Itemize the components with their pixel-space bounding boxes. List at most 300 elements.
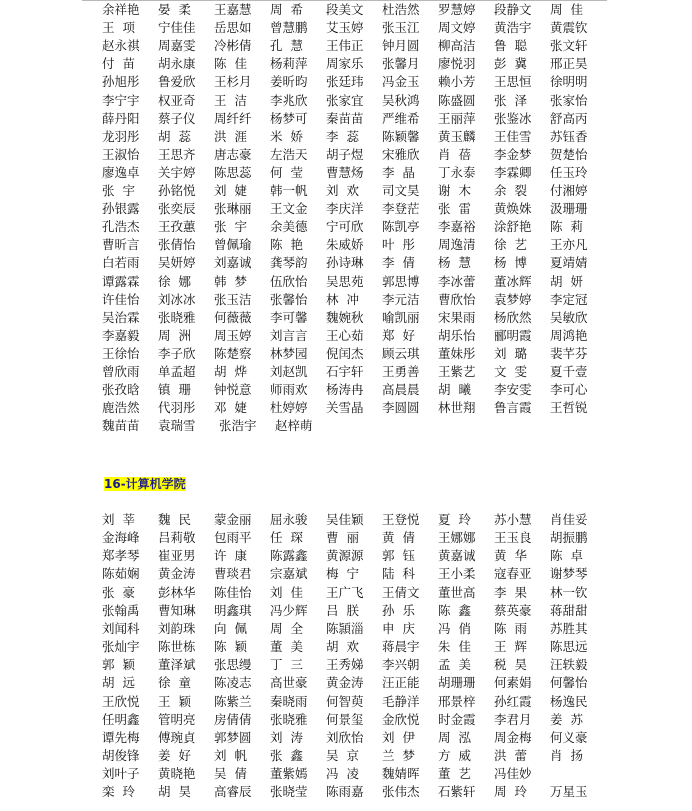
student-name: 汲珊珊	[550, 201, 588, 217]
student-name: 司文昊	[382, 183, 420, 198]
student-name: 曹慧炀	[326, 164, 364, 180]
student-name: 冯金玉	[382, 74, 420, 90]
student-name: 陈 颖	[214, 639, 247, 655]
student-name: 胡俊锋	[102, 747, 140, 763]
student-name: 孟 美	[438, 657, 471, 673]
student-name: 何馨怡	[550, 675, 588, 691]
student-name: 杨莉萍	[270, 56, 308, 72]
student-name: 冯 凌	[326, 766, 359, 782]
student-name: 王亦凡	[550, 237, 588, 253]
student-name: 陈 鑫	[438, 602, 471, 618]
student-name: 李庆洋	[326, 201, 364, 217]
student-name: 管明亮	[158, 711, 196, 727]
student-name: 胡珊珊	[438, 675, 476, 691]
student-name: 周 佳	[550, 2, 583, 17]
student-name: 杨逸民	[550, 693, 588, 709]
student-name: 吴治霖	[102, 309, 140, 325]
student-name: 刘 婕	[214, 183, 247, 198]
student-name: 谢梦琴	[550, 566, 588, 582]
student-name: 陈思远	[550, 639, 588, 655]
student-name: 周家乐	[326, 56, 364, 72]
student-name: 孙红霞	[494, 693, 532, 709]
student-name: 万星玉	[550, 784, 588, 800]
student-name: 孔浩杰	[102, 219, 140, 235]
student-name: 龙羽彤	[102, 128, 140, 144]
student-name: 刘 伊	[382, 729, 415, 745]
student-name: 陈颖馨	[382, 128, 420, 144]
student-name: 徐 艺	[494, 237, 527, 253]
student-name: 黄焕姝	[494, 201, 532, 217]
student-name: 冯 俏	[438, 620, 471, 636]
student-name: 孙铭悦	[158, 183, 196, 198]
student-name: 孔 慧	[270, 38, 303, 54]
student-name: 王哲锐	[550, 400, 588, 416]
student-name: 胡 欢	[326, 639, 359, 655]
student-name: 韩 梦	[214, 273, 247, 289]
student-name: 刘闻科	[102, 620, 140, 636]
student-name: 秦晓雨	[270, 693, 308, 709]
student-name: 杨涛冉	[326, 382, 364, 398]
student-name: 黄玉麟	[438, 128, 476, 144]
student-name: 李安雯	[494, 382, 532, 398]
student-name: 王紫艺	[438, 364, 476, 379]
student-name: 陈世栋	[158, 639, 196, 655]
student-name: 姜 苏	[550, 711, 583, 727]
student-name: 黄晓艳	[158, 766, 196, 782]
student-name: 吴敏欣	[550, 309, 588, 325]
section-title-text: 16-计算机学院	[104, 477, 186, 491]
student-name: 林梦园	[270, 345, 308, 361]
student-name: 王小柔	[438, 566, 476, 582]
student-name: 王心茹	[326, 327, 364, 343]
student-name: 钟月圆	[382, 38, 420, 54]
student-name: 周 洲	[158, 327, 191, 343]
student-name: 郦明霞	[494, 327, 532, 343]
student-name: 胡振鹏	[550, 530, 588, 546]
student-name: 王杉月	[214, 74, 252, 90]
student-name: 林一钦	[550, 584, 588, 600]
student-name: 蔡英豪	[494, 602, 532, 618]
student-name: 吴思苑	[326, 273, 364, 289]
student-name: 吕莉敬	[158, 530, 196, 546]
student-name: 喻凯丽	[382, 309, 420, 325]
student-name: 包雨平	[214, 530, 252, 546]
student-name: 张孜晗	[102, 382, 140, 398]
student-name: 龚琴韵	[270, 255, 308, 271]
student-name: 谢 木	[438, 183, 471, 198]
student-name: 王欣悦	[102, 693, 140, 709]
student-name: 徐明明	[550, 74, 588, 90]
student-name: 陈凌志	[214, 675, 252, 691]
student-name: 张家怡	[550, 92, 588, 108]
student-name: 鲁 聪	[494, 38, 527, 54]
student-name: 刘 璐	[494, 345, 527, 361]
student-name: 镇 珊	[158, 382, 191, 398]
student-name: 吴妍婷	[158, 255, 196, 271]
student-name: 鹿浩然	[102, 400, 140, 416]
student-name: 梅 宁	[326, 566, 359, 582]
student-name: 王秀娣	[326, 657, 364, 673]
student-name: 孙诗琳	[326, 255, 364, 271]
student-name: 廖逸卓	[102, 164, 140, 180]
student-name: 冷彬倩	[214, 38, 252, 54]
student-name: 陈 莉	[550, 219, 583, 235]
student-name: 段美文	[326, 2, 364, 17]
student-name: 林世翔	[438, 400, 476, 416]
student-name: 段静文	[494, 2, 532, 17]
student-name: 刘嘉诚	[214, 255, 252, 271]
student-name: 李 倩	[382, 255, 415, 271]
student-name: 曹欣怡	[438, 291, 476, 307]
student-name: 何智萸	[326, 693, 364, 709]
student-name: 伍欣怡	[270, 273, 308, 289]
student-name: 曹 丽	[326, 530, 359, 546]
student-name: 崔亚男	[158, 548, 196, 564]
student-name: 王文金	[270, 201, 308, 217]
student-name: 赵梓萌	[275, 418, 313, 434]
student-name: 付 苗	[102, 56, 135, 72]
student-name: 李嘉裕	[438, 219, 476, 235]
student-name: 彭林华	[158, 584, 196, 600]
student-name: 曾慧鹏	[270, 20, 308, 36]
student-name: 张思缦	[214, 657, 252, 673]
student-name: 刘冰冰	[158, 291, 196, 307]
student-name: 张 宇	[102, 183, 135, 198]
student-name: 师雨欢	[270, 382, 308, 398]
student-name: 陈凯亭	[382, 219, 420, 235]
student-name: 向 佩	[214, 620, 247, 636]
student-name: 王 项	[102, 20, 135, 36]
student-name: 董 美	[270, 639, 303, 655]
student-name: 鲁言霞	[494, 400, 532, 416]
student-name: 王勇善	[382, 364, 420, 379]
student-name: 文 雯	[494, 364, 527, 379]
student-name: 周文婷	[438, 20, 476, 36]
student-name: 周 玲	[494, 784, 527, 800]
student-name: 吴佳颖	[326, 512, 364, 527]
student-name: 明鑫琪	[214, 602, 252, 618]
student-name: 陈思蕊	[214, 164, 252, 180]
student-name: 单孟超	[158, 364, 196, 379]
student-name: 刘赵凯	[270, 364, 308, 379]
student-name: 吕 朕	[326, 602, 359, 618]
student-name: 李圆圆	[382, 400, 420, 416]
student-name: 李 蕊	[326, 128, 359, 144]
student-name: 关宇婷	[158, 164, 196, 180]
student-name: 刘叶子	[102, 766, 140, 782]
student-name: 周鸿艳	[550, 327, 588, 343]
student-name: 顾云琪	[382, 345, 420, 361]
student-name: 徐 童	[158, 675, 191, 691]
student-name: 刘 佳	[270, 584, 303, 600]
student-name: 兰 梦	[382, 747, 415, 763]
student-name: 鲁爱欣	[158, 74, 196, 90]
student-name: 魏婧晖	[382, 766, 420, 782]
student-name: 宁佳佳	[158, 20, 196, 36]
student-name: 白若雨	[102, 255, 140, 271]
student-name: 何景玺	[326, 711, 364, 727]
student-name: 李子欣	[158, 345, 196, 361]
student-name: 任 琛	[270, 530, 303, 546]
student-name: 董紫嫣	[270, 766, 308, 782]
student-name: 陈 佳	[214, 56, 247, 72]
student-name: 张晓雅	[158, 309, 196, 325]
student-name: 王嘉慧	[214, 2, 252, 17]
student-name: 吴秋鸿	[382, 92, 420, 108]
student-name: 郭 钰	[382, 548, 415, 564]
student-name: 陈盛圆	[438, 92, 476, 108]
student-name: 胡永康	[158, 56, 196, 72]
student-name: 姜昕昀	[270, 74, 308, 90]
student-name: 韩一帆	[270, 183, 308, 198]
student-name: 房倩倩	[214, 711, 252, 727]
student-name: 时金霞	[438, 711, 476, 727]
student-name: 晏 柔	[158, 2, 191, 17]
student-name: 黄 华	[494, 548, 527, 564]
student-name: 权亚奇	[158, 92, 196, 108]
student-name: 张琳丽	[214, 201, 252, 217]
student-name: 付湘婷	[550, 183, 588, 198]
student-name: 杜婷婷	[270, 400, 308, 416]
student-name: 冯佳妙	[494, 766, 532, 782]
student-name: 蒋晨宇	[382, 639, 420, 655]
student-name: 彭 冀	[494, 56, 527, 72]
student-name: 肖 扬	[550, 747, 583, 763]
student-name: 叶 彤	[382, 237, 415, 253]
student-name: 唐志豪	[214, 146, 252, 162]
student-name: 张家宜	[326, 92, 364, 108]
student-name: 王孜蕙	[158, 219, 196, 235]
student-name: 王伟正	[326, 38, 364, 54]
student-name: 宋雅欣	[382, 146, 420, 162]
student-name: 胡 妍	[550, 273, 583, 289]
student-name: 张 鑫	[270, 747, 303, 763]
student-name: 肖 蓓	[438, 146, 471, 162]
student-name: 何义豪	[550, 729, 588, 745]
student-name: 陈 雨	[494, 620, 527, 636]
student-name: 任玉玲	[550, 164, 588, 180]
student-name: 杜浩然	[382, 2, 420, 17]
student-name: 胡 烨	[214, 364, 247, 379]
student-name: 宗嘉斌	[270, 566, 308, 582]
student-name: 杨 博	[494, 255, 527, 271]
student-name: 张 豪	[102, 584, 135, 600]
student-name: 舒高丙	[550, 110, 588, 126]
student-name: 李冰蕾	[438, 273, 476, 289]
student-name: 张伟杰	[382, 784, 420, 800]
student-name: 魏婉秋	[326, 309, 364, 325]
student-name: 郭思博	[382, 273, 420, 289]
student-name: 袁梦婷	[494, 291, 532, 307]
student-name: 关雪晶	[326, 400, 364, 416]
student-name: 蒋甜甜	[550, 602, 588, 618]
student-name: 岳思如	[214, 20, 252, 36]
student-name: 柳高洁	[438, 38, 476, 54]
student-name: 孙旭彤	[102, 74, 140, 90]
student-name: 张奕辰	[158, 201, 196, 217]
student-name: 陈 艳	[270, 237, 303, 253]
student-name: 孙 乐	[382, 602, 415, 618]
student-name: 李定冠	[550, 291, 588, 307]
student-name: 张 宇	[214, 219, 247, 235]
student-name: 罗慧婷	[438, 2, 476, 17]
student-name: 苏小慧	[494, 512, 532, 527]
student-name: 李兆欣	[270, 92, 308, 108]
student-name: 王佳雪	[494, 128, 532, 144]
student-name: 张鉴冰	[494, 110, 532, 126]
student-name: 申 庆	[382, 620, 415, 636]
student-name: 李兴朝	[382, 657, 420, 673]
student-name: 寇春亚	[494, 566, 532, 582]
student-name: 张灿宇	[102, 639, 140, 655]
student-name: 王思齐	[158, 146, 196, 162]
student-name: 刘 莘	[102, 512, 135, 527]
student-name: 蒙金丽	[214, 512, 252, 527]
student-name: 米 娇	[270, 128, 303, 144]
student-name: 汪正能	[382, 675, 420, 691]
student-name: 周金梅	[494, 729, 532, 745]
student-name: 石宇轩	[326, 364, 364, 379]
student-name: 朱威娇	[326, 237, 364, 253]
student-name: 周 泓	[438, 729, 471, 745]
student-name: 董泽斌	[158, 657, 196, 673]
student-name: 刘 欢	[326, 183, 359, 198]
student-name: 张浩宇	[219, 418, 257, 434]
student-name: 秦苗苗	[326, 110, 364, 126]
student-name: 谭先梅	[102, 729, 140, 745]
student-name: 张馨月	[382, 56, 420, 72]
student-name: 石紫轩	[438, 784, 476, 800]
student-name: 曹琰君	[214, 566, 252, 582]
student-name: 王思恒	[494, 74, 532, 90]
student-name: 陈紫兰	[214, 693, 252, 709]
student-name: 曾佩瑜	[214, 237, 252, 253]
student-name: 裴芊芬	[550, 345, 588, 361]
student-name: 洪 涯	[214, 128, 247, 144]
student-name: 邓 婕	[214, 400, 247, 416]
student-name: 黄源源	[326, 548, 364, 564]
student-name: 李登茫	[382, 201, 420, 217]
student-name: 王 辉	[494, 639, 527, 655]
student-name: 许佳怡	[102, 291, 140, 307]
student-name: 刘言言	[270, 327, 308, 343]
student-name: 周纤纤	[214, 110, 252, 126]
student-name: 周嘉雯	[158, 38, 196, 54]
student-name: 汪轶毅	[550, 657, 588, 673]
student-name: 陈楚察	[214, 345, 252, 361]
student-name: 李可馨	[270, 309, 308, 325]
student-name: 税 昊	[494, 657, 527, 673]
student-name: 艾玉婷	[326, 20, 364, 36]
student-name: 金欣悦	[382, 711, 420, 727]
student-name: 魏 民	[158, 512, 191, 527]
student-name: 张 雷	[438, 201, 471, 217]
student-name: 黄金涛	[326, 675, 364, 691]
student-name: 周 全	[270, 620, 303, 636]
student-name: 夏千壹	[550, 364, 588, 379]
student-name: 王玉良	[494, 530, 532, 546]
student-name: 张玉江	[382, 20, 420, 36]
student-name: 曾欣雨	[102, 364, 140, 379]
student-name: 丁 三	[270, 657, 303, 673]
student-name: 周玉婷	[214, 327, 252, 343]
student-name: 袁瑞雪	[158, 418, 196, 434]
student-name: 高世豪	[270, 675, 308, 691]
student-name: 倪闰杰	[326, 345, 364, 361]
student-name: 胡子煜	[326, 146, 364, 162]
student-name: 毛静洋	[382, 693, 420, 709]
student-name: 黄浩宇	[494, 20, 532, 36]
student-name: 代羽彤	[158, 400, 196, 416]
student-name: 余 裂	[494, 183, 527, 198]
student-name: 涂舒艳	[494, 219, 532, 235]
student-name: 黄 倩	[382, 530, 415, 546]
student-name: 胡 远	[102, 675, 135, 691]
student-name: 胡 曦	[438, 382, 471, 398]
student-name: 夏靖婧	[550, 255, 588, 271]
student-name: 郭梦圆	[214, 729, 252, 745]
student-name: 王娜娜	[438, 530, 476, 546]
student-name: 栾 玲	[102, 784, 135, 800]
student-name: 张玉洁	[214, 291, 252, 307]
student-name: 夏 玲	[438, 512, 471, 527]
student-name: 许 康	[214, 548, 247, 564]
student-name: 杨 慧	[438, 255, 471, 271]
student-name: 吴 倩	[214, 766, 247, 782]
student-name: 张 泽	[494, 92, 527, 108]
student-name: 曹昕言	[102, 237, 140, 253]
student-name: 金海峰	[102, 530, 140, 546]
student-name: 魏苗苗	[102, 418, 140, 434]
student-name: 李霖卿	[494, 164, 532, 180]
student-name: 李嘉毅	[102, 327, 140, 343]
student-name: 周逸清	[438, 237, 476, 253]
student-name: 丁永泰	[438, 164, 476, 180]
student-name: 肖佳妥	[550, 512, 588, 527]
student-name: 任明鑫	[102, 711, 140, 727]
student-name: 苏钰香	[550, 128, 588, 144]
student-name: 宋果雨	[438, 309, 476, 325]
student-name: 曹知琳	[158, 602, 196, 618]
student-name: 刘 帆	[214, 747, 247, 763]
student-name: 吴 京	[326, 747, 359, 763]
student-name: 屈永骏	[270, 512, 308, 527]
student-name: 王倩文	[382, 584, 420, 600]
student-name: 刘 涛	[270, 729, 303, 745]
student-name: 刘欣怡	[326, 729, 364, 745]
student-name: 朱 佳	[438, 639, 471, 655]
student-name: 张晓莹	[270, 784, 308, 800]
student-name: 李 晶	[382, 164, 415, 180]
student-name: 高睿辰	[214, 784, 252, 800]
student-name: 董妹彤	[438, 345, 476, 361]
student-name: 张晓雅	[270, 711, 308, 727]
student-name: 赖小芳	[438, 74, 476, 90]
student-name: 刘韵珠	[158, 620, 196, 636]
student-name: 胡 昊	[158, 784, 191, 800]
student-name: 林 冲	[326, 291, 359, 307]
student-name: 王 洁	[214, 92, 247, 108]
student-name: 李可心	[550, 382, 588, 398]
student-name: 李元洁	[382, 291, 420, 307]
student-name: 张翰禹	[102, 602, 140, 618]
student-name: 黄嘉诚	[438, 548, 476, 564]
student-name: 张倩怡	[158, 237, 196, 253]
student-name: 周 希	[270, 2, 303, 17]
student-name: 薛丹阳	[102, 110, 140, 126]
student-name: 王登悦	[382, 512, 420, 527]
student-name: 何薇薇	[214, 309, 252, 325]
